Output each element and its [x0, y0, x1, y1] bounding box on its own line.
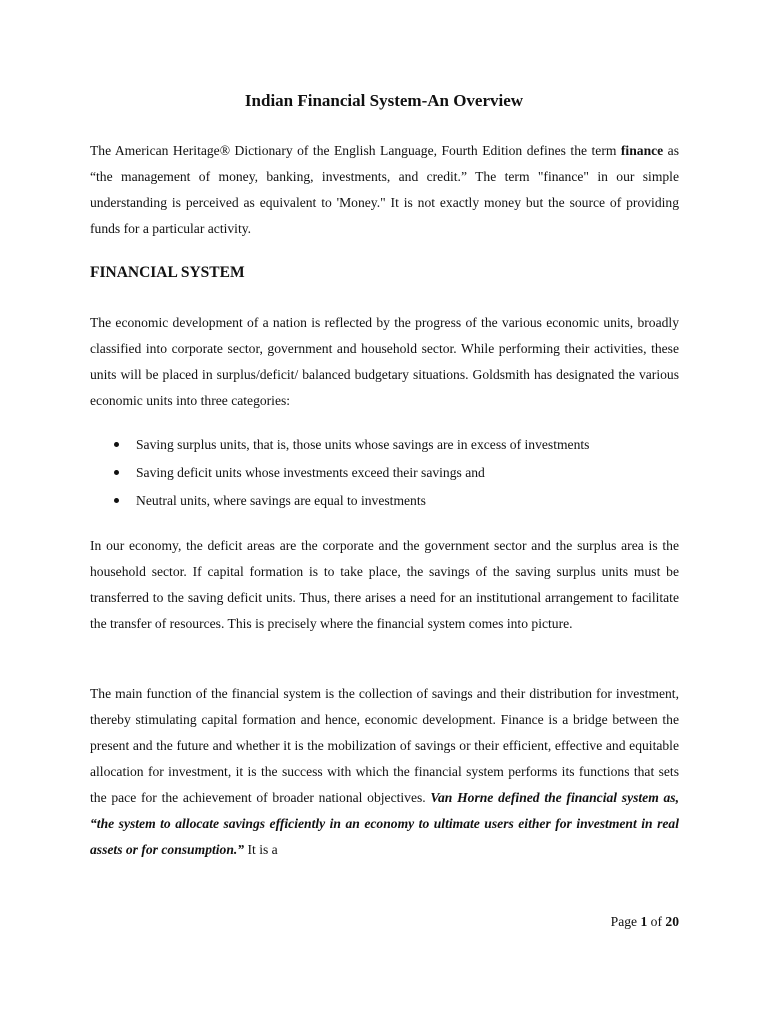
page-label: Page — [610, 914, 641, 929]
list-item-text: Saving surplus units, that is, those units whose savings are in excess of investments — [136, 437, 590, 452]
list-item-text: Saving deficit units whose investments exceed their savings and — [136, 465, 485, 480]
intro-bold-term: finance — [620, 143, 664, 158]
bullet-icon — [114, 498, 119, 503]
paragraph-deficit-areas: In our economy, the deficit areas are the corporate and the government sector and the surplus area is the household sector. If capital formation is to take place, the savings of the saving surplus units must be transferred to the saving deficit units. Thus, there arises a need for an institutional arrangement to facilitate the transfer of resources. This is precisely where the financial system comes into picture. — [90, 538, 679, 631]
intro-text-end: as “the management of money, banking, investments, and credit.” The term "finance" in our simple understanding is perceived as equivalent to 'Money." It is not exactly money but the source of providing funds for a particular activity. — [90, 143, 680, 236]
intro-paragraph — [90, 138, 679, 242]
page-number-footer — [611, 914, 679, 930]
document-title: Indian Financial System-An Overview — [244, 91, 524, 110]
current-page-number: 1 — [640, 914, 648, 929]
list-item-text: Neutral units, where savings are equal to investments — [136, 493, 426, 508]
list-item — [90, 431, 679, 459]
van-horne-quote: Van Horne defined the financial system as, “the system to allocate savings efficiently in an economy to ultimate users either for investment in real assets or for consumption.” — [90, 790, 679, 857]
paragraph-economic-units: The economic development of a nation is reflected by the progress of the various economic units, broadly classified into corporate sector, government and household sector. While performing their activities, these units will be placed in surplus/deficit/ balanced budgetary situations. Goldsmith has designated the various economic units into three categories: — [90, 315, 679, 408]
main-function-text: The main function of the financial system is the collection of savings and their distribution for investment, thereby stimulating capital formation and hence, economic development. Finance is a bridge between the present and the future and whether it is the mobilization of savings or their efficient, effective and equitable allocation for investment, it is the success with which the financial system performs its functions that sets the pace for the achievement of broader national objectives. — [90, 686, 679, 805]
paragraph-tail: It is a — [244, 842, 278, 857]
list-item — [90, 487, 679, 515]
intro-text-start: The American Heritage® Dictionary of the English Language, Fourth Edition defines the term — [90, 143, 621, 158]
section-heading: FINANCIAL SYSTEM — [90, 264, 245, 281]
bullet-icon — [114, 470, 119, 475]
total-page-count: 20 — [665, 914, 679, 929]
paragraph-main-function — [90, 681, 679, 863]
of-label: of — [647, 914, 666, 929]
bullet-list — [90, 431, 679, 515]
bullet-icon — [114, 442, 119, 447]
list-item — [90, 459, 679, 487]
